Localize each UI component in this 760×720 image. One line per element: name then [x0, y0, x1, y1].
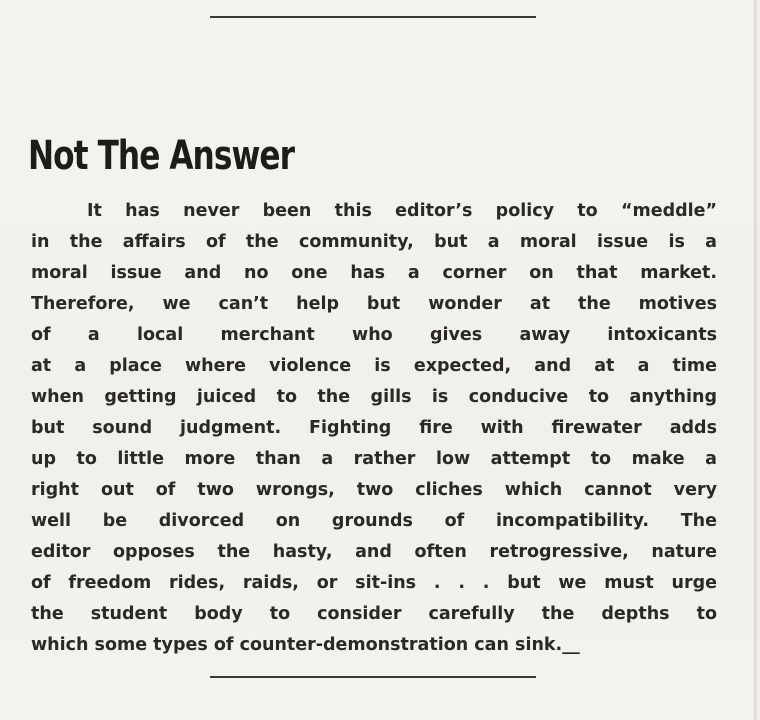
body-line: at a place where violence is expected, and at a time — [31, 356, 717, 376]
body-line: in the affairs of the community, but a moral issue is a — [31, 232, 717, 252]
editorial-body — [31, 196, 717, 661]
body-line: the student body to consider carefully the depths to — [31, 604, 717, 624]
bottom-divider-rule — [210, 676, 536, 678]
body-line: right out of two wrongs, two cliches which cannot very — [31, 480, 717, 500]
body-line: well be divorced on grounds of incompatibility. The — [31, 511, 717, 531]
editorial-headline: Not The Answer — [28, 133, 295, 179]
body-line: but sound judgment. Fighting fire with firewater adds — [31, 418, 717, 438]
body-line: editor opposes the hasty, and often retrogressive, nature — [31, 542, 717, 562]
page-edge-shadow — [754, 0, 760, 720]
body-line: Therefore, we can’t help but wonder at the motives — [31, 294, 717, 314]
body-line: which some types of counter-demonstration can sink.__ — [31, 635, 580, 655]
top-divider-rule — [210, 16, 536, 18]
body-line: of freedom rides, raids, or sit-ins . . . but we must urge — [31, 573, 717, 593]
body-line: of a local merchant who gives away intoxicants — [31, 325, 717, 345]
body-line: It has never been this editor’s policy to “meddle” — [87, 201, 717, 221]
body-line: when getting juiced to the gills is conducive to anything — [31, 387, 717, 407]
body-line: moral issue and no one has a corner on that market. — [31, 263, 717, 283]
body-line: up to little more than a rather low attempt to make a — [31, 449, 717, 469]
